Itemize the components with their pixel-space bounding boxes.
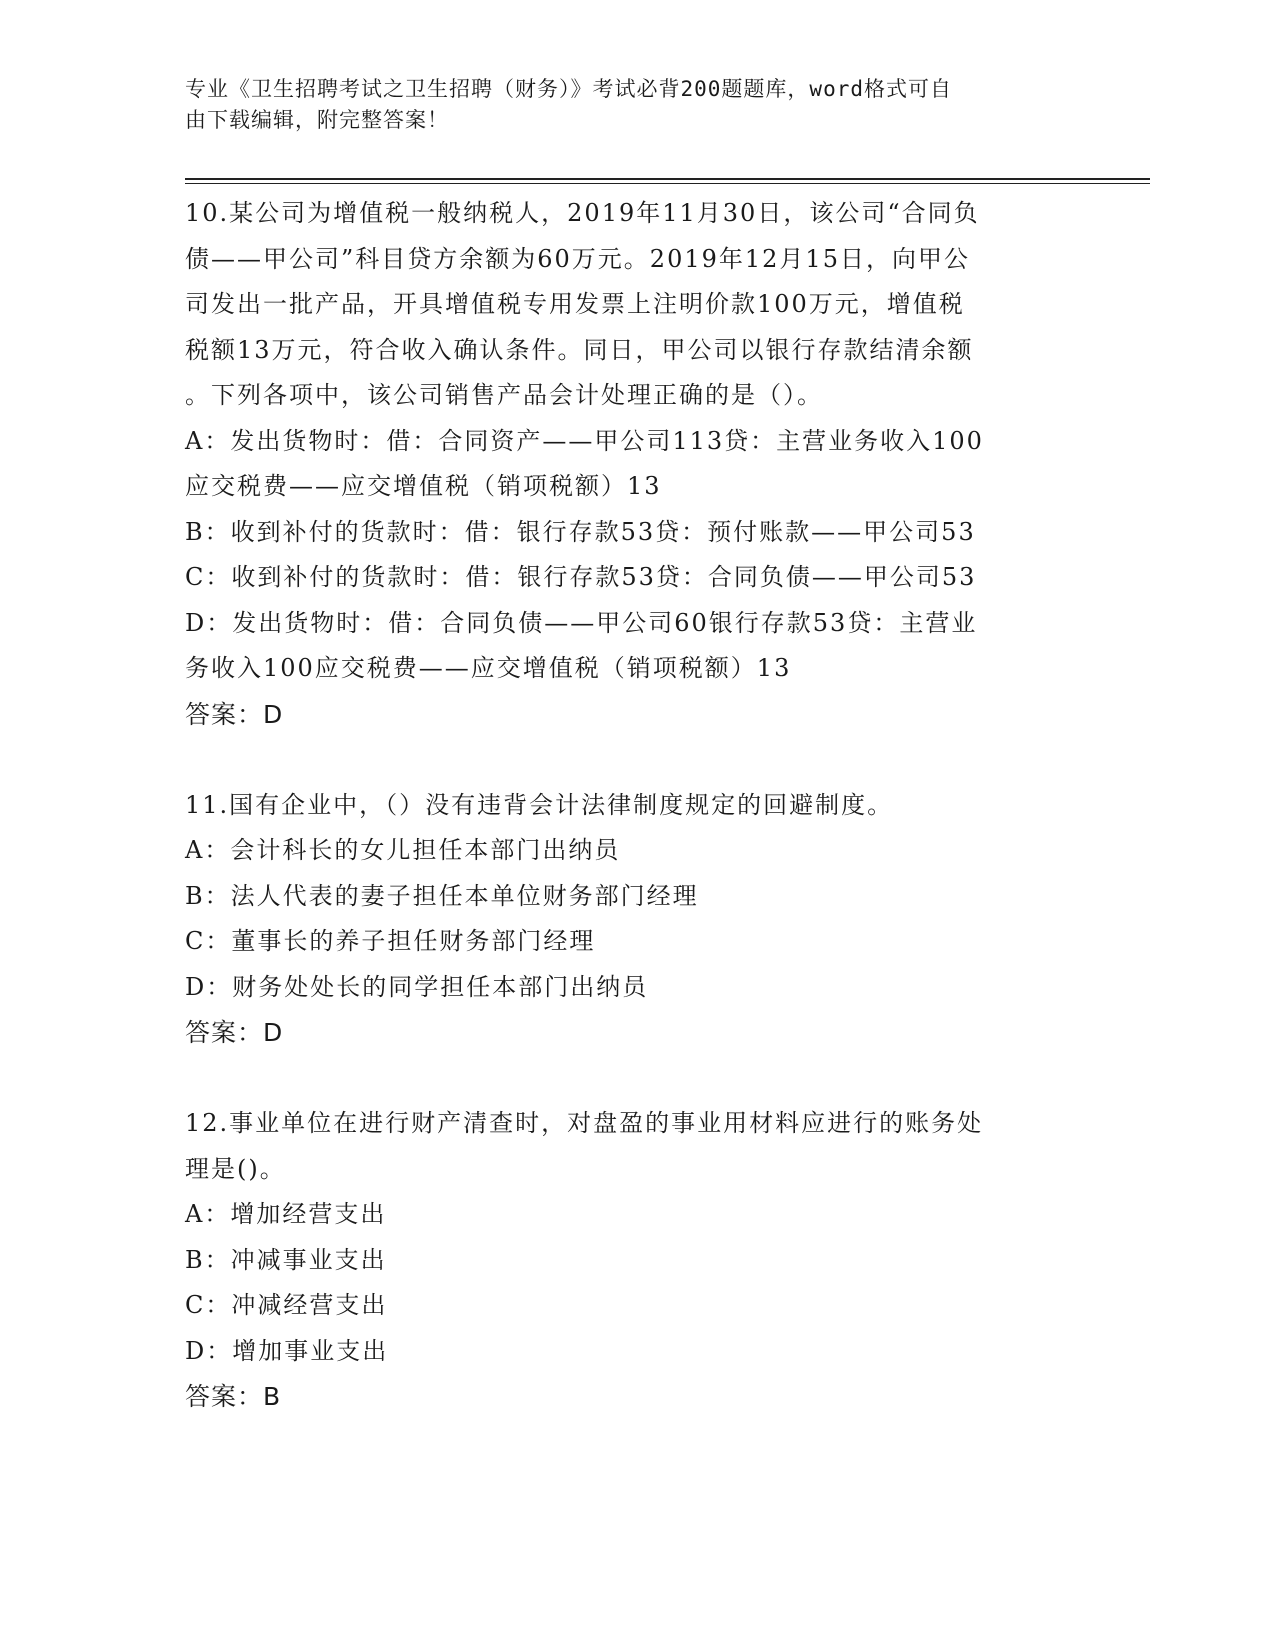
header-line-2: 由下载编辑，附完整答案！ xyxy=(185,108,449,132)
question-12 xyxy=(185,1101,1085,1420)
option-d-continued: 务收入100应交税费——应交增值税（销项税额）13 xyxy=(185,654,792,682)
option-c: C：冲减经营支出 xyxy=(185,1291,388,1319)
document-header xyxy=(185,74,1075,136)
option-c: C：董事长的养子担任财务部门经理 xyxy=(185,927,596,955)
option-b: B：收到补付的货款时：借：银行存款53贷：预付账款——甲公司53 xyxy=(185,517,976,546)
question-stem-line: 。下列各项中，该公司销售产品会计处理正确的是（）。 xyxy=(185,381,823,409)
option-b: B：法人代表的妻子担任本单位财务部门经理 xyxy=(185,881,699,910)
answer-label: 答案：D xyxy=(185,699,284,729)
question-stem-line: 12.事业单位在进行财产清查时，对盘盈的事业用材料应进行的账务处 xyxy=(185,1109,984,1137)
question-stem-line: 司发出一批产品，开具增值税专用发票上注明价款100万元，增值税 xyxy=(185,290,965,318)
option-a-continued: 应交税费——应交增值税（销项税额）13 xyxy=(185,472,662,500)
question-spacer xyxy=(185,737,1085,783)
question-stem-line: 理是()。 xyxy=(185,1154,286,1183)
header-line-1: 专业《卫生招聘考试之卫生招聘（财务）》考试必背200题题库，word格式可自 xyxy=(185,77,952,101)
question-list xyxy=(185,191,1085,1420)
option-a: A：会计科长的女儿担任本部门出纳员 xyxy=(185,836,621,864)
option-a: A：发出货物时：借：合同资产——甲公司113贷：主营业务收入100 xyxy=(185,426,984,455)
answer-label: 答案：D xyxy=(185,1018,284,1047)
question-stem-line: 11.国有企业中，（）没有违背会计法律制度规定的回避制度。 xyxy=(185,790,894,819)
question-11 xyxy=(185,783,1085,1056)
option-a: A：增加经营支出 xyxy=(185,1200,387,1228)
header-rule-thin xyxy=(185,183,1150,184)
question-stem-line: 债——甲公司”科目贷方余额为60万元。2019年12月15日，向甲公 xyxy=(185,244,970,273)
question-spacer xyxy=(185,1056,1085,1102)
header-rule-thick xyxy=(185,178,1150,180)
question-stem-line: 10.某公司为增值税一般纳税人，2019年11月30日，该公司“合同负 xyxy=(185,199,980,227)
option-d: D：增加事业支出 xyxy=(185,1336,389,1365)
option-d: D：财务处处长的同学担任本部门出纳员 xyxy=(185,972,649,1001)
question-stem-line: 税额13万元，符合收入确认条件。同日，甲公司以银行存款结清余额 xyxy=(185,335,974,364)
answer-label: 答案：B xyxy=(185,1382,282,1411)
option-b: B：冲减事业支出 xyxy=(185,1245,387,1274)
option-d: D：发出货物时：借：合同负债——甲公司60银行存款53贷：主营业 xyxy=(185,608,978,637)
option-c: C：收到补付的货款时：借：银行存款53贷：合同负债——甲公司53 xyxy=(185,563,977,591)
question-10 xyxy=(185,191,1085,737)
